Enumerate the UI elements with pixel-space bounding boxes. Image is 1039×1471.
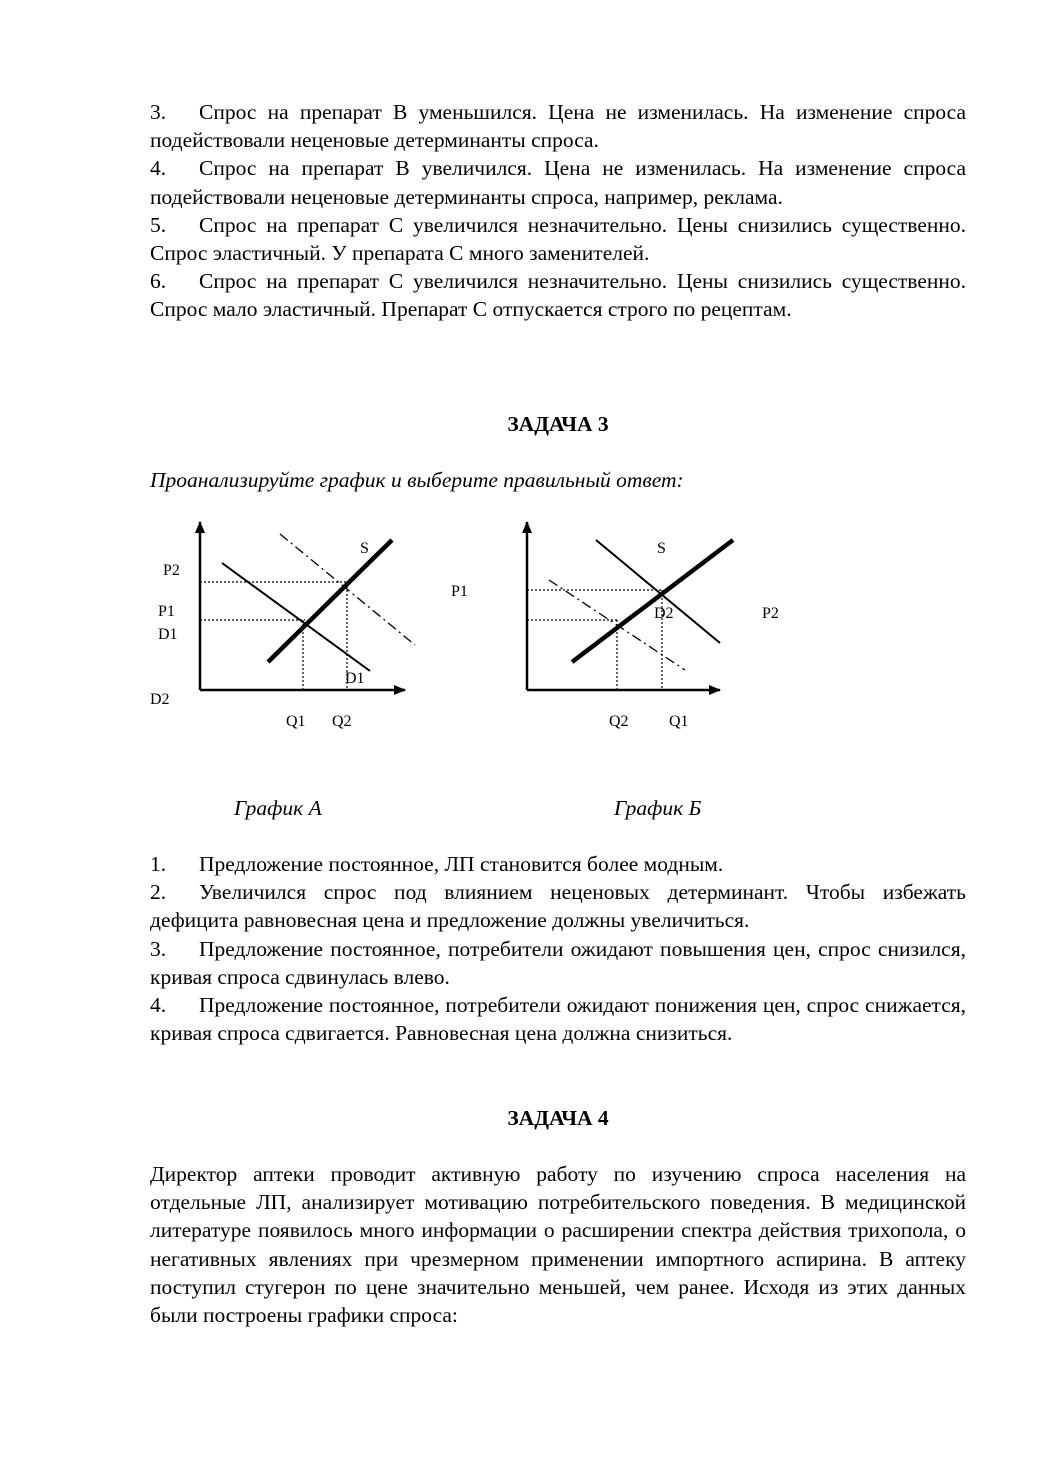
- graph-a-label-p2: P2: [163, 562, 180, 579]
- list-item: 4. Предложение постоянное, потребители ожидают понижения цен, спрос снижается, кривая спроса сдвигается. Равновесная цена должна снизиться.: [150, 993, 966, 1046]
- graph-a-label-d2: D2: [150, 691, 170, 708]
- graph-a: [150, 522, 415, 730]
- list-item: 4. Спрос на препарат В увеличился. Цена не изменилась. На изменение спроса подействовали неценовые детерминанты спроса, например, реклама.: [150, 156, 966, 209]
- graph-a-label-d1-curve: D1: [345, 670, 365, 687]
- graph-a-caption: График А: [234, 796, 322, 820]
- graph-a-label-q2: Q2: [332, 713, 352, 730]
- list-item: 1. Предложение постоянное, ЛП становится более модным.: [150, 852, 724, 876]
- graph-a-label-q1: Q1: [286, 713, 306, 730]
- graph-b-label-p2: P2: [762, 605, 779, 622]
- task4-paragraph: Директор аптеки проводит активную работу по изучению спроса населения на отдельные ЛП, анализирует мотивацию потребительского поведения. В медицинской литературе появилось много информации о расширении спектра действия трихопола, о негативных явлениях при чрезмерном применении импортного аспирина. В аптеку поступил стугерон по цене значительно меньшей, чем ранее. Исходя из этих данных были построены графики спроса:: [150, 1162, 966, 1328]
- task3-answers: [150, 850, 966, 1047]
- graph-b: [451, 522, 779, 730]
- graph-b-label-p1: P1: [451, 583, 468, 600]
- list-item: 2. Увеличился спрос под влиянием неценовых детерминант. Чтобы избежать дефицита равновесная цена и предложение должны увеличиться.: [150, 880, 966, 933]
- graph-b-caption: График Б: [614, 796, 702, 820]
- graph-b-label-q1: Q1: [669, 713, 689, 730]
- task4-heading: ЗАДАЧА 4: [507, 1106, 609, 1130]
- list-item: 6. Спрос на препарат С увеличился незначительно. Цены снизились существенно. Спрос мало эластичный. Препарат С отпускается строго по рецептам.: [150, 269, 966, 322]
- graph-b-label-q2: Q2: [609, 713, 629, 730]
- graph-a-label-d1-left: D1: [158, 626, 178, 643]
- graph-b-label-d2: D2: [654, 605, 674, 622]
- task3-heading: ЗАДАЧА 3: [507, 412, 609, 436]
- list-item: 3. Предложение постоянное, потребители ожидают повышения цен, спрос снизился, кривая спроса сдвинулась влево.: [150, 936, 966, 989]
- graph-b-supply-s: [572, 540, 733, 662]
- graph-a-label-s: S: [360, 540, 369, 557]
- graph-a-demand-d1: [222, 563, 370, 671]
- list-item: 3. Спрос на препарат В уменьшился. Цена не изменилась. На изменение спроса подействовали неценовые детерминанты спроса.: [150, 100, 966, 153]
- graph-b-label-s: S: [657, 540, 666, 557]
- task3-instruction: Проанализируйте график и выберите правильный ответ:: [150, 468, 684, 492]
- list-item: 5. Спрос на препарат С увеличился незначительно. Цены снизились существенно. Спрос эластичный. У препарата С много заменителей.: [150, 212, 966, 266]
- graph-a-label-p1: P1: [158, 603, 175, 620]
- graph-a-supply-s: [268, 540, 392, 662]
